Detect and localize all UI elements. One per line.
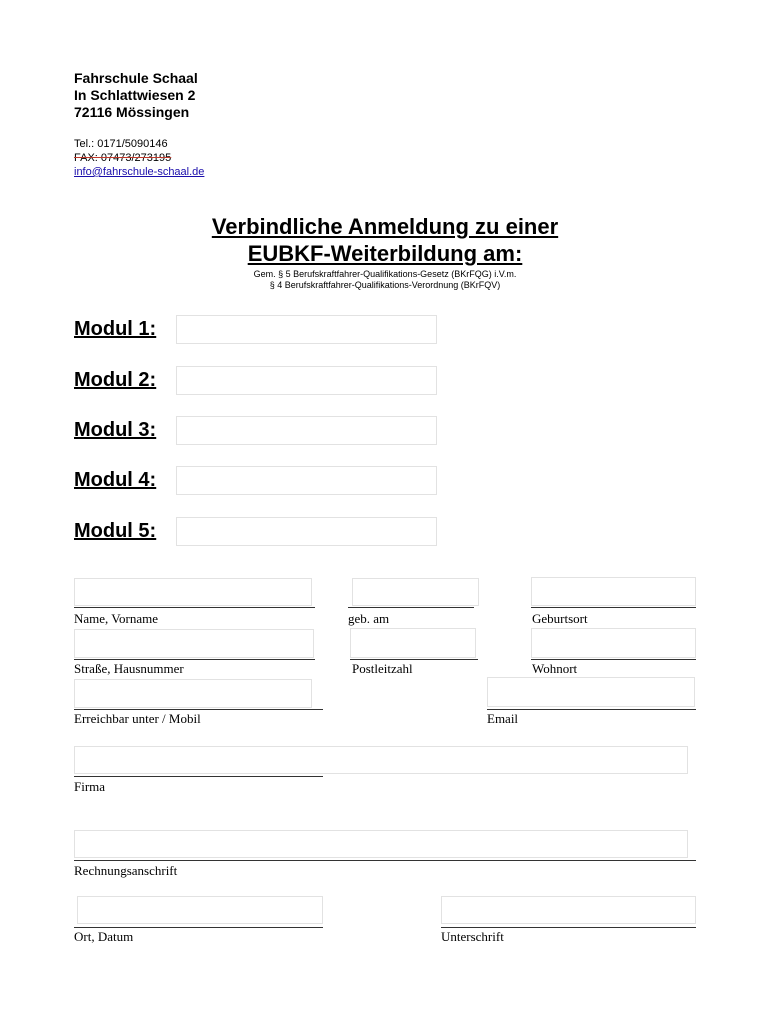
legal-reference-1: Gem. § 5 Berufskraftfahrer-Qualifikations-Gesetz (BKrFQG) i.V.m. (253, 269, 517, 279)
phone-number: Tel.: 0171/5090146 (74, 138, 168, 150)
birthplace-underline (531, 607, 696, 608)
street-input[interactable] (74, 629, 314, 658)
city-label: Wohnort (532, 661, 578, 676)
place-date-underline (74, 927, 323, 928)
email-input[interactable] (487, 677, 695, 707)
billing-address-label: Rechnungsanschrift (74, 863, 178, 878)
company-input[interactable] (74, 746, 688, 774)
postal-code-underline (350, 659, 478, 660)
postal-code-input[interactable] (350, 628, 476, 658)
birthdate-underline (348, 607, 474, 608)
form-title-line1: Verbindliche Anmeldung zu einer (211, 214, 559, 239)
billing-address-underline (74, 860, 696, 861)
street-label: Straße, Hausnummer (74, 661, 184, 676)
postal-code-label: Postleitzahl (352, 661, 413, 676)
birthplace-input[interactable] (531, 577, 696, 606)
city-input[interactable] (531, 628, 696, 658)
company-underline (74, 776, 323, 777)
place-date-input[interactable] (77, 896, 323, 924)
legal-reference-2: § 4 Berufskraftfahrer-Qualifikations-Verordnung (BKrFQV) (269, 280, 501, 290)
modul-5-label: Modul 5: (74, 520, 157, 542)
fax-number: FAX: 07473/273195 (74, 152, 172, 164)
signature-input[interactable] (441, 896, 696, 924)
email-label: Email (487, 711, 519, 726)
modul-3-label: Modul 3: (74, 419, 157, 441)
email-underline (487, 709, 696, 710)
mobile-input[interactable] (74, 679, 312, 708)
street-underline (74, 659, 315, 660)
company-street: In Schlattwiesen 2 (74, 87, 196, 103)
birthplace-label: Geburtsort (532, 611, 588, 626)
company-label: Firma (74, 779, 106, 794)
modul-2-input[interactable] (176, 366, 437, 395)
city-underline (531, 659, 696, 660)
name-label: Name, Vorname (74, 611, 158, 626)
modul-1-input[interactable] (176, 315, 437, 344)
form-title-line2: EUBKF-Weiterbildung am: (247, 241, 523, 266)
modul-4-input[interactable] (176, 466, 437, 495)
birthdate-label: geb. am (348, 611, 390, 626)
name-underline (74, 607, 315, 608)
mobile-underline (74, 709, 323, 710)
company-name: Fahrschule Schaal (74, 70, 198, 86)
modul-2-label: Modul 2: (74, 369, 157, 391)
place-date-label: Ort, Datum (74, 929, 134, 944)
signature-label: Unterschrift (441, 929, 504, 944)
signature-underline (441, 927, 696, 928)
company-city: 72116 Mössingen (74, 104, 190, 120)
modul-3-input[interactable] (176, 416, 437, 445)
modul-5-input[interactable] (176, 517, 437, 546)
name-input[interactable] (74, 578, 312, 606)
modul-4-label: Modul 4: (74, 469, 157, 491)
billing-address-input[interactable] (74, 830, 688, 858)
modul-1-label: Modul 1: (74, 318, 157, 340)
mobile-label: Erreichbar unter / Mobil (74, 711, 201, 726)
birthdate-input[interactable] (352, 578, 479, 606)
email-link[interactable]: info@fahrschule-schaal.de (74, 166, 205, 178)
